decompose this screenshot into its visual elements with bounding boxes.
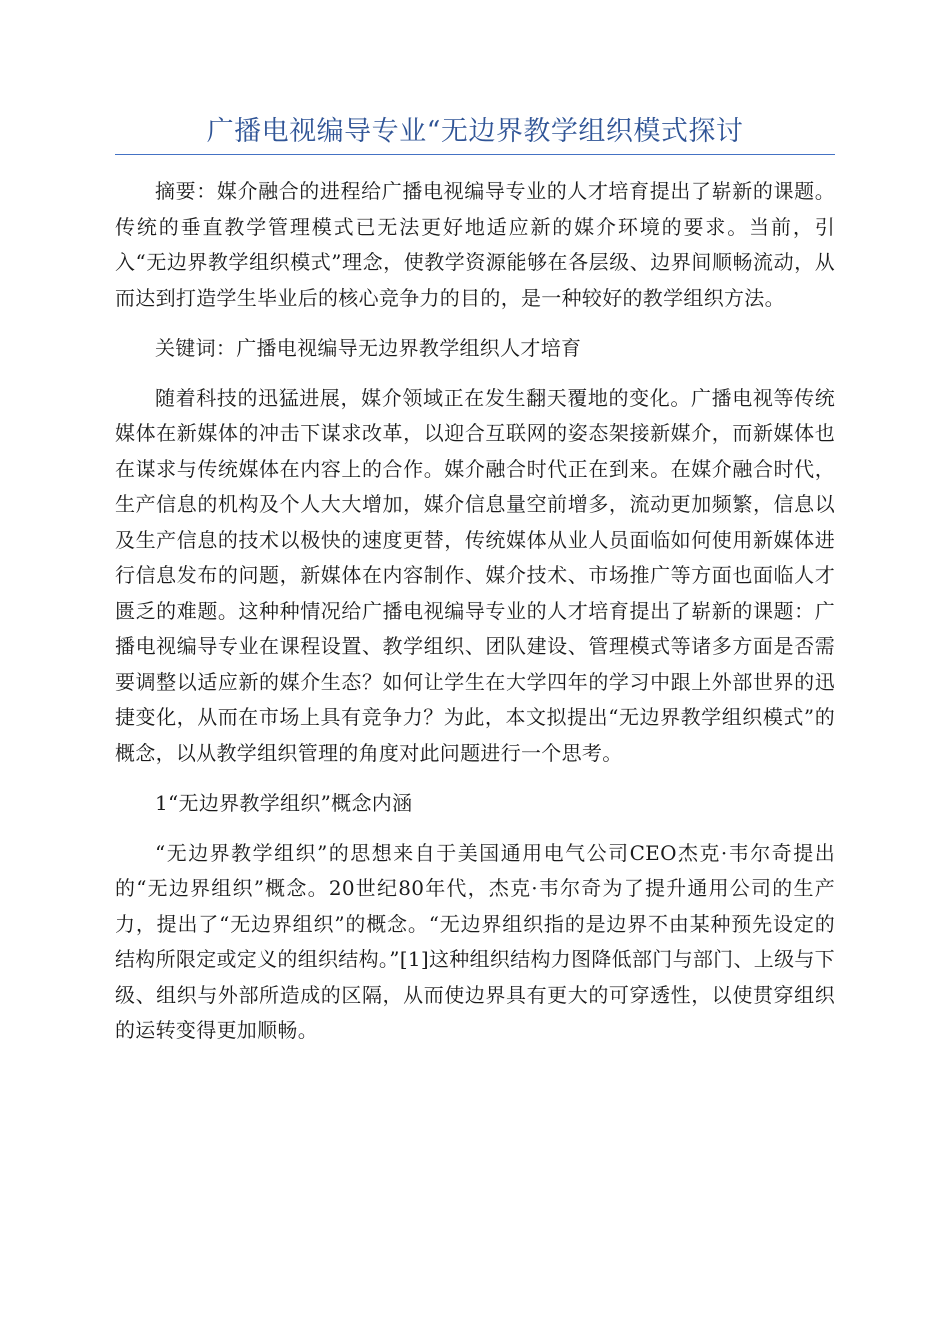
intro-paragraph: 随着科技的迅猛进展，媒介领域正在发生翻天覆地的变化。广播电视等传统媒体在新媒体的冲击下谋求改革，以迎合互联网的姿态架接新媒介，而新媒体也在谋求与传统媒体在内容上的合作。媒介融合时代正在到来。在媒介融合时代，生产信息的机构及个人大大增加，媒介信息量空前增多，流动更加频繁，信息以及生产信息的技术以极快的速度更替，传统媒体从业人员面临如何使用新媒体进行信息发布的问题，新媒体在内容制作、媒介技术、市场推广等方面也面临人才匮乏的难题。这种种情况给广播电视编导专业的人才培育提出了崭新的课题：广播电视编导专业在课程设置、教学组织、团队建设、管理模式等诸多方面是否需要调整以适应新的媒介生态？如何让学生在大学四年的学习中跟上外部世界的迅捷变化，从而在市场上具有竞争力？为此，本文拟提出“无边界教学组织模式”的概念，以从教学组织管理的角度对此问题进行一个思考。 xyxy=(115,385,835,765)
document-title: 广播电视编导专业“无边界教学组织模式探讨 xyxy=(206,116,744,147)
document-body xyxy=(115,174,835,1064)
abstract-paragraph: 摘要：媒介融合的进程给广播电视编导专业的人才培育提出了崭新的课题。传统的垂直教学管理模式已无法更好地适应新的媒介环境的要求。当前，引入“无边界教学组织模式”理念，使教学资源能够在各层级、边界间顺畅流动，从而达到打造学生毕业后的核心竞争力的目的，是一种较好的教学组织方法。 xyxy=(115,179,835,310)
keywords-paragraph: 关键词：广播电视编导无边界教学组织人才培育 xyxy=(155,336,582,360)
section-paragraph: “无边界教学组织”的思想来自于美国通用电气公司CEO杰克·韦尔奇提出的“无边界组织”概念。20世纪80年代，杰克·韦尔奇为了提升通用公司的生产力，提出了“无边界组织”的概念。“无边界组织指的是边界不由某种预先设定的结构所限定或定义的组织结构。”[1]这种组织结构力图降低部门与部门、上级与下级、组织与外部所造成的区隔，从而使边界具有更大的可穿透性，以使贯穿组织的运转变得更加顺畅。 xyxy=(115,840,835,1042)
section-heading: 1“无边界教学组织”概念内涵 xyxy=(155,791,413,815)
title-underline xyxy=(115,154,835,155)
